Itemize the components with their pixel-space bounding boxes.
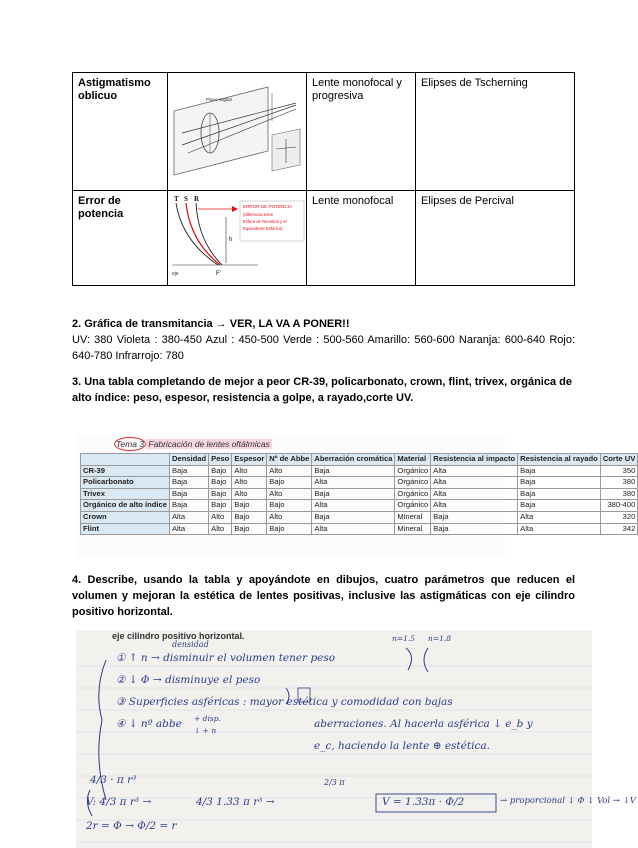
- handwritten-notes-photo: [76, 630, 636, 848]
- notes-header: eje cilindro positivo horizontal.: [112, 631, 245, 641]
- table-cell: 320: [600, 511, 638, 523]
- table-cell: Baja: [169, 500, 208, 512]
- focal-letter-t: T: [174, 195, 179, 203]
- notes-formula-2: V: 4/3 π r³ →: [86, 796, 152, 808]
- table-cell: Bajo: [209, 477, 232, 489]
- table-cell: Alto: [209, 523, 232, 535]
- table-cell: Alta: [169, 523, 208, 535]
- column-header: Material: [395, 454, 431, 466]
- table-header-row: [81, 454, 638, 466]
- annotation-line: ERROR DE POTENCIA: [243, 204, 293, 209]
- table-row: [81, 465, 638, 477]
- table-cell: Alta: [431, 488, 518, 500]
- table-cell: Bajo: [232, 500, 267, 512]
- column-header: Resistencia al impacto: [431, 454, 518, 466]
- oblique-astigmatism-figure: [168, 73, 307, 191]
- table-cell: Bajo: [232, 523, 267, 535]
- table-cell: Alto: [267, 488, 312, 500]
- annotation-line: (diferencia entre: [243, 212, 274, 217]
- table-cell: Alta: [518, 523, 601, 535]
- table-cell: Alta: [431, 500, 518, 512]
- table-cell: Orgánico: [395, 465, 431, 477]
- row-label: Crown: [81, 511, 170, 523]
- analysis-method: Elipses de Percival: [416, 191, 575, 286]
- analysis-method: Elipses de Tscherning: [416, 73, 575, 191]
- plane-label: Plano sagital: [206, 97, 232, 102]
- column-header: Aberración cromática: [312, 454, 395, 466]
- column-header: Corte UV: [600, 454, 638, 466]
- table-cell: Alto: [232, 465, 267, 477]
- notes-side-a: + disp.: [194, 714, 221, 723]
- table-cell: Alto: [267, 465, 312, 477]
- aberration-name: Error de potencia: [73, 191, 168, 286]
- row-label: Flint: [81, 523, 170, 535]
- lens-type: Lente monofocal: [307, 191, 416, 286]
- row-label: Orgánico de alto índice: [81, 500, 170, 512]
- section-3-title: 3. Una tabla completando de mejor a peor CR-39, policarbonato, crown, flint, trivex, orgánica de alto índice: peso, espesor, resistencia a golpe, a rayado,corte UV.: [72, 376, 572, 404]
- notes-side-b: ↓ + n: [194, 726, 217, 735]
- table-cell: 380-400: [600, 500, 638, 512]
- table-cell: Baja: [431, 523, 518, 535]
- notes-n1: n=1.5: [392, 634, 416, 643]
- table-row: [81, 477, 638, 489]
- tema-number: Tema 3: [116, 439, 145, 449]
- row-label: Trivex: [81, 488, 170, 500]
- table-cell: Alto: [232, 488, 267, 500]
- table-cell: Bajo: [267, 523, 312, 535]
- notes-formula-1: 4/3 · π r³: [90, 774, 137, 786]
- notes-line-2: ② ↓ Φ → disminuye el peso: [116, 674, 261, 686]
- row-label: Policarbonato: [81, 477, 170, 489]
- table-cell: Baja: [312, 511, 395, 523]
- notes-formula-3: 4/3 1.33 π r³ →: [196, 796, 275, 808]
- notes-formula-7: 2/3 π: [324, 778, 345, 787]
- table-cell: Baja: [312, 488, 395, 500]
- notes-line-4: ④ ↓ nº abbe: [116, 718, 182, 730]
- table-cell: Baja: [169, 488, 208, 500]
- notes-formula-4: V = 1.33π · Φ/2: [382, 796, 465, 808]
- table-cell: Bajo: [267, 500, 312, 512]
- materials-table-photo: [76, 436, 636, 557]
- table-cell: Alto: [209, 511, 232, 523]
- table-cell: Alta: [312, 500, 395, 512]
- notes-formula-5: → proporcional ↓ Φ ↓ Vol → ↓V: [500, 796, 636, 806]
- notes-line-1: ① ↑ n → disminuir el volumen tener peso: [116, 652, 336, 664]
- notes-n2: n=1.8: [428, 634, 452, 643]
- table-row: [81, 500, 638, 512]
- table-cell: Mineral: [395, 523, 431, 535]
- annotation-line: Equivalente Esférico): [243, 226, 283, 231]
- table-cell: Orgánico: [395, 488, 431, 500]
- table-cell: Alta: [312, 477, 395, 489]
- column-header: Peso: [209, 454, 232, 466]
- table-cell: Alto: [267, 511, 312, 523]
- table-row: [73, 191, 575, 286]
- table-cell: Baja: [431, 511, 518, 523]
- table-cell: Mineral: [395, 511, 431, 523]
- table-cell: Alta: [431, 465, 518, 477]
- column-header: Nº de Abbe: [267, 454, 312, 466]
- table-row: [73, 73, 575, 191]
- table-cell: Bajo: [209, 488, 232, 500]
- tema-title: Fabricación de lentes oftálmicas: [148, 439, 270, 449]
- table-cell: Alta: [312, 523, 395, 535]
- notes-line-3c: e_c, haciendo la lente ⊕ estética.: [314, 740, 490, 752]
- annotation-line: Esfera de Remotos y el: [243, 219, 287, 224]
- lens-aberration-table: [72, 72, 575, 286]
- oblique-astigmatism-diagram: [168, 73, 306, 186]
- table-cell: Alta: [518, 511, 601, 523]
- table-cell: Alta: [169, 511, 208, 523]
- table-cell: 380: [600, 477, 638, 489]
- table-cell: Orgánico: [395, 477, 431, 489]
- aberration-name: Astigmatismo oblicuo: [73, 73, 168, 191]
- table-cell: Alto: [232, 477, 267, 489]
- table-cell: Baja: [518, 465, 601, 477]
- table-cell: 342: [600, 523, 638, 535]
- table-cell: Baja: [518, 488, 601, 500]
- row-label: CR-39: [81, 465, 170, 477]
- table-row: [81, 488, 638, 500]
- column-header: Densidad: [169, 454, 208, 466]
- power-error-figure: [168, 191, 307, 286]
- table-cell: Bajo: [232, 511, 267, 523]
- column-header: Resistencia al rayado: [518, 454, 601, 466]
- focal-letter-r: R: [194, 195, 200, 203]
- table-cell: Baja: [169, 477, 208, 489]
- section-2-body: UV: 380 Violeta : 380-450 Azul : 450-500 Verde : 500-560 Amarillo: 560-600 Naranja: 600-640 Rojo: 640-780 Infrarrojo: 780: [72, 334, 575, 362]
- table-cell: Baja: [518, 500, 601, 512]
- section-2-title: 2. Gráfica de transmitancia → VER, LA VA A PONER!!: [72, 318, 350, 330]
- column-header: [81, 454, 170, 466]
- power-error-diagram: [168, 191, 306, 281]
- table-cell: Bajo: [209, 465, 232, 477]
- table-cell: Baja: [312, 465, 395, 477]
- column-header: Espesor: [232, 454, 267, 466]
- table-cell: Baja: [518, 477, 601, 489]
- table-cell: Baja: [169, 465, 208, 477]
- table-row: [81, 523, 638, 535]
- height-label: h: [229, 237, 233, 243]
- materials-table: [80, 453, 638, 535]
- notes-line-3a: ③ Superficies asféricas : mayor estética y comodidad con bajas: [116, 696, 453, 708]
- table-cell: 380: [600, 488, 638, 500]
- table-row: [81, 511, 638, 523]
- table-cell: Bajo: [209, 500, 232, 512]
- notes-formula-6: 2r = Φ → Φ/2 = r: [86, 820, 177, 832]
- notes-density: densidad: [172, 640, 209, 649]
- focal-letter-s: S: [184, 195, 188, 203]
- axis-label: eje: [172, 271, 179, 277]
- table-cell: Alta: [431, 477, 518, 489]
- notes-line-3b: aberraciones. Al hacerla asférica ↓ e_b y: [314, 718, 533, 730]
- table-cell: Orgánico: [395, 500, 431, 512]
- table-cell: 350: [600, 465, 638, 477]
- tema-circle: [114, 437, 146, 451]
- table-cell: Bajo: [267, 477, 312, 489]
- section-4-title: 4. Describe, usando la tabla y apoyándote en dibujos, cuatro parámetros que reducen el volumen y mejoran la estética de lentes positivas, inclusive las astigmáticas con eje cilindro positivo horizontal.: [72, 574, 575, 618]
- lens-type: Lente monofocal y progresiva: [307, 73, 416, 191]
- focus-label: F': [216, 271, 221, 277]
